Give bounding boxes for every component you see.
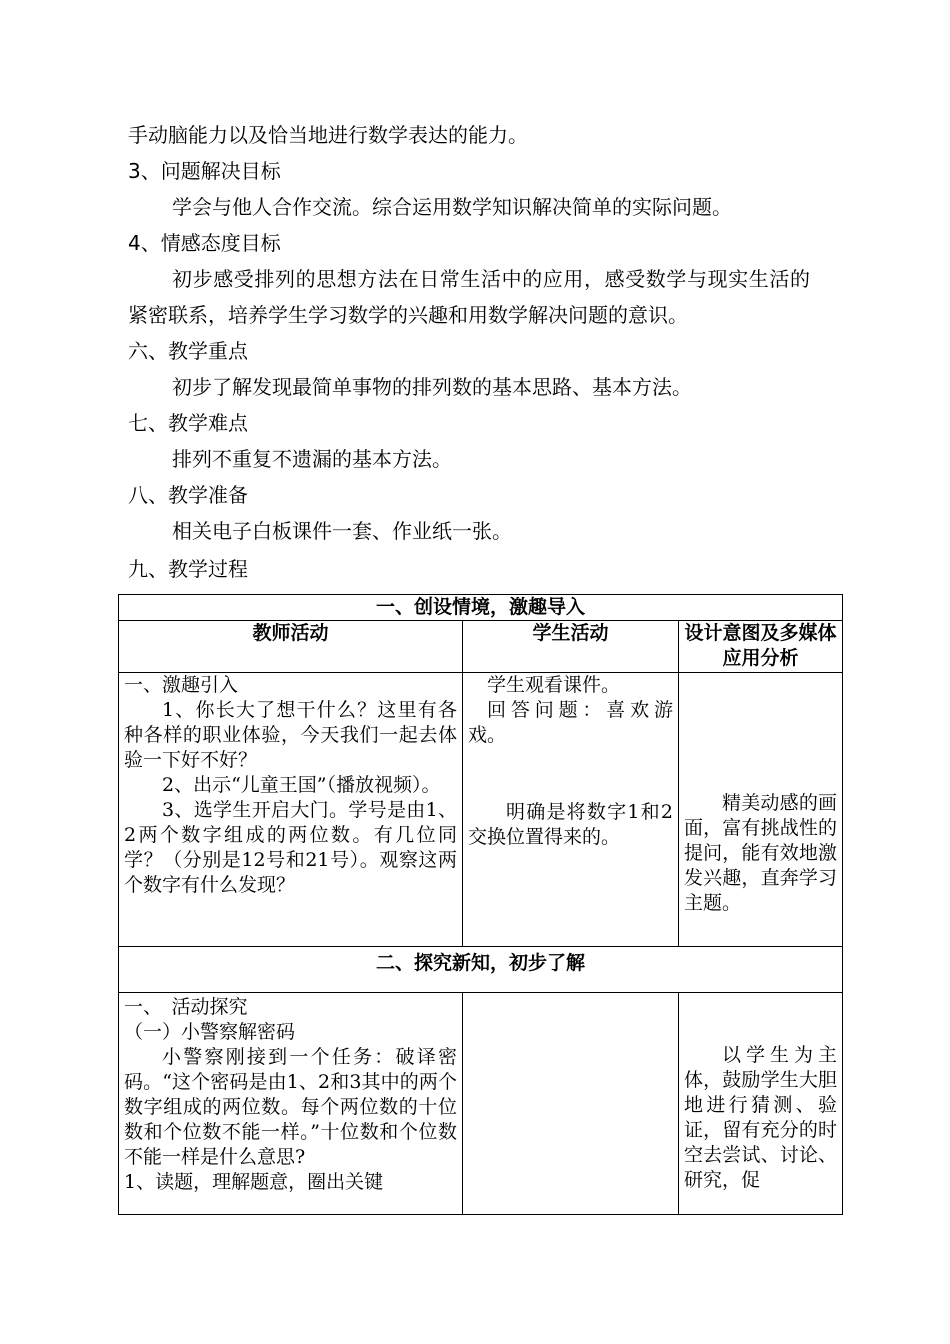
body-line: 初步了解发现最简单事物的排列数的基本思路、基本方法。 [172,375,692,399]
teacher-activity-text: （一）小警察解密码 [124,1021,296,1043]
teacher-activity-text: 1、你长大了想干什么？这里有各种各样的职业体验，今天我们一起去体验一下好不好？ [124,699,457,771]
student-activity-text: 学生观看课件。 [487,674,621,696]
section-heading: 八、教学准备 [128,483,248,507]
column-header-student: 学生活动 [463,621,679,673]
student-activity-text: 明确是将数字1和2交换位置得来的。 [468,801,673,848]
teacher-activity-text: 3、选学生开启大门。学号是由1、2两个数字组成的两位数。有几位同学？（分别是12号和21号）。观察这两个数字有什么发现？ [124,799,457,896]
design-intent-text: 精美动感的画面，富有挑战性的提问，能有效地激发兴趣，直奔学习主题。 [684,792,838,914]
section-title: 二、探究新知，初步了解 [119,947,843,993]
design-intent-text: 以学生为主体，鼓励学生大胆地进行猜测、验证，留有充分的时空去尝试、讨论、研究，促 [684,1044,838,1191]
teacher-activity-text: 一、 活动探究 [124,996,248,1018]
student-activity-cell [463,993,679,1215]
body-line: 学会与他人合作交流。综合运用数学知识解决简单的实际问题。 [172,195,732,219]
body-line: 排列不重复不遗漏的基本方法。 [172,447,452,471]
student-activity-text: 回答问题：喜欢游戏。 [468,699,673,746]
body-line: 紧密联系，培养学生学习数学的兴趣和用数学解决问题的意识。 [128,303,688,327]
design-intent-cell [679,993,843,1215]
column-header-teacher: 教师活动 [119,621,463,673]
body-line: 相关电子白板课件一套、作业纸一张。 [172,519,512,543]
teacher-activity-cell [119,673,463,947]
teacher-activity-text: 小警察刚接到一个任务：破译密码。“这个密码是由1、2和3其中的两个数字组成的两位数。每个两位数的十位数和个位数不能一样。”十位数和个位数不能一样是什么意思? [124,1046,457,1168]
section-heading: 九、教学过程 [128,557,248,581]
section-heading: 4、情感态度目标 [128,231,281,255]
section-title: 一、创设情境，激趣导入 [119,595,843,621]
student-activity-cell [463,673,679,947]
section-heading: 六、教学重点 [128,339,248,363]
teacher-activity-cell [119,993,463,1215]
teacher-activity-text: 一、激趣引入 [124,674,239,696]
teacher-activity-text: 1、读题，理解题意，圈出关键 [124,1171,384,1193]
body-line: 初步感受排列的思想方法在日常生活中的应用，感受数学与现实生活的 [172,267,811,291]
section-heading: 七、教学难点 [128,411,248,435]
section-heading: 3、问题解决目标 [128,159,281,183]
lesson-process-table [118,594,843,1215]
teacher-activity-text: 2、出示“儿童王国”（播放视频）。 [162,774,441,796]
body-line: 手动脑能力以及恰当地进行数学表达的能力。 [128,123,528,147]
column-header-design: 设计意图及多媒体应用分析 [679,621,843,673]
design-intent-cell [679,673,843,947]
